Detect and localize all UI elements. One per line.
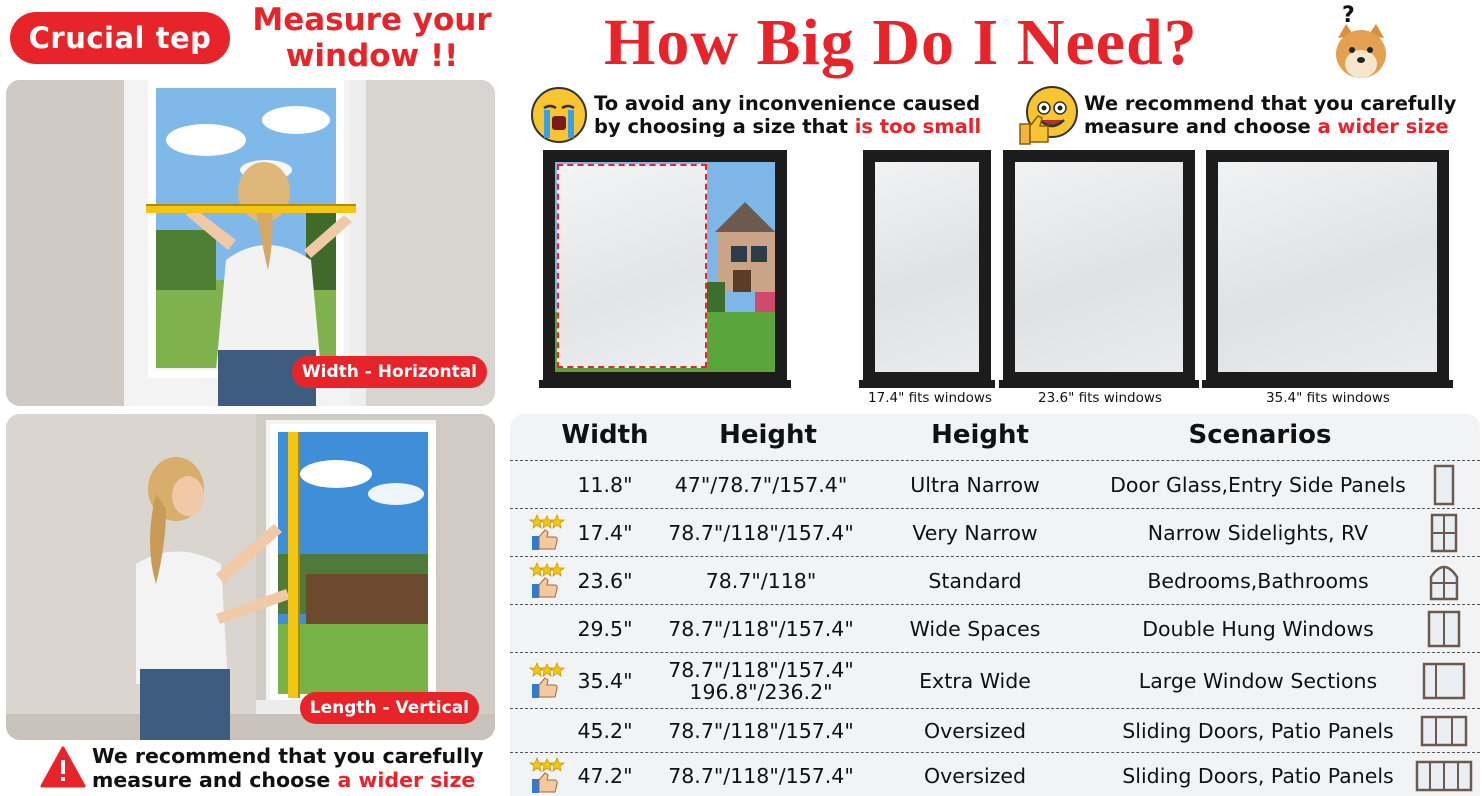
warning-line2	[92, 768, 483, 792]
photo-measure-width	[6, 80, 495, 406]
recommended-thumbs-up-icon	[529, 562, 567, 600]
frosted-pane	[1015, 162, 1183, 372]
window-35-4	[1206, 150, 1449, 384]
tip-wider-line2-text: measure and choose	[1084, 115, 1318, 138]
measure-window-title	[244, 2, 500, 74]
width-cell: 17.4"	[577, 520, 633, 545]
caption-23-6: 23.6" fits windows	[1038, 390, 1162, 406]
tip-wider-size-text	[1084, 92, 1456, 138]
width-cell: 23.6"	[577, 568, 633, 593]
window-23-6	[1003, 150, 1195, 384]
table-row	[510, 752, 1480, 796]
frosted-pane	[1218, 162, 1437, 372]
height-line1: 78.7"/118"/157.4"	[668, 657, 854, 682]
height-cell: 78.7"/118"/157.4"	[668, 616, 854, 641]
warning-icon	[40, 746, 86, 788]
size-table	[510, 414, 1480, 796]
question-mark: ?	[1342, 3, 1355, 28]
window-sill	[1202, 380, 1453, 388]
size-type-cell: Wide Spaces	[909, 616, 1041, 641]
width-cell: 11.8"	[577, 472, 633, 497]
width-cell: 29.5"	[577, 616, 633, 641]
tip-wider-size	[1018, 86, 1480, 142]
page-title: How Big Do I Need?	[604, 6, 1198, 79]
scenario-cell: Door Glass,Entry Side Panels	[1110, 472, 1406, 497]
warning-line2-highlight: a wider size	[337, 768, 476, 792]
scenario-cell: Double Hung Windows	[1142, 616, 1374, 641]
table-body	[510, 460, 1480, 796]
recommended-cell	[528, 509, 568, 556]
window-sill	[859, 380, 995, 388]
window-17-4	[863, 150, 991, 384]
table-row	[510, 460, 1480, 508]
table-row	[510, 508, 1480, 556]
recommended-thumbs-up-icon	[529, 514, 567, 552]
tip-too-small	[530, 86, 1000, 142]
scenario-cell: Bedrooms,Bathrooms	[1147, 568, 1369, 593]
double-hung-window-icon	[1414, 605, 1474, 652]
caption-35-4: 35.4" fits windows	[1266, 390, 1390, 406]
tip-too-small-line2-text: by choosing a size that	[594, 115, 855, 138]
patio-panel-icon	[1414, 753, 1474, 796]
header-scenarios: Scenarios	[1188, 420, 1332, 450]
size-type-cell: Extra Wide	[919, 668, 1031, 693]
recommended-cell	[528, 605, 568, 652]
too-small-film-window	[543, 150, 787, 384]
recommended-thumbs-up-icon	[529, 662, 567, 700]
crucial-step-badge: Crucial tep	[10, 12, 230, 64]
scenario-cell: Narrow Sidelights, RV	[1147, 520, 1369, 545]
width-horizontal-tag: Width - Horizontal	[292, 356, 487, 388]
warning-line2-text: measure and choose	[92, 768, 338, 792]
height-cell: 47"/78.7"/157.4"	[674, 472, 848, 497]
frosted-pane	[875, 162, 979, 372]
table-row	[510, 652, 1480, 708]
window-sill	[539, 380, 791, 388]
narrow-door-icon	[1414, 461, 1474, 508]
height-cell: 78.7"/118"/157.4"	[668, 520, 854, 545]
crying-emoji-icon	[530, 86, 588, 144]
tip-too-small-text	[594, 92, 981, 138]
thumbs-up-emoji-icon	[1018, 86, 1080, 146]
measure-title-line2: window !!	[285, 38, 459, 74]
header-width: Width	[561, 420, 649, 450]
scenario-cell: Large Window Sections	[1138, 668, 1378, 693]
recommended-cell	[528, 753, 568, 796]
table-row	[510, 708, 1480, 752]
header-height: Height	[719, 420, 817, 450]
height-cell: 78.7"/118"/157.4"	[668, 763, 854, 788]
tip-too-small-highlight: is too small	[854, 115, 982, 138]
scenario-cell: Sliding Doors, Patio Panels	[1122, 718, 1394, 743]
tip-wider-highlight: a wider size	[1317, 115, 1449, 138]
width-cell: 35.4"	[577, 668, 633, 693]
tip-too-small-line2	[594, 115, 981, 138]
width-cell: 45.2"	[577, 718, 633, 743]
table-header	[510, 414, 1480, 460]
measure-title-line1: Measure your	[252, 2, 492, 38]
bottom-recommendation	[40, 744, 500, 794]
tip-too-small-line1: To avoid any inconvenience caused	[594, 92, 981, 115]
photo-measure-length	[6, 414, 495, 740]
recommended-cell	[528, 653, 568, 708]
height-cell	[656, 653, 866, 708]
width-cell: 47.2"	[577, 763, 633, 788]
warning-line1: We recommend that you carefully	[92, 744, 484, 768]
sliding-door-icon	[1414, 709, 1474, 752]
table-row	[510, 556, 1480, 604]
table-row	[510, 604, 1480, 652]
sidelight-window-icon	[1414, 509, 1474, 556]
house-view-scene	[555, 162, 775, 372]
warning-text	[92, 744, 483, 792]
height-cell: 78.7"/118"	[705, 568, 817, 593]
tip-wider-line2	[1084, 115, 1456, 138]
large-window-icon	[1414, 653, 1474, 708]
header-height-type: Height	[931, 420, 1029, 450]
size-type-cell: Oversized	[923, 763, 1027, 788]
recommended-cell	[528, 461, 568, 508]
recommended-cell	[528, 557, 568, 604]
size-type-cell: Standard	[928, 568, 1022, 593]
height-cell: 78.7"/118"/157.4"	[668, 718, 854, 743]
window-sill	[999, 380, 1199, 388]
caption-17-4: 17.4" fits windows	[868, 390, 992, 406]
undersized-film-overlay	[557, 164, 707, 368]
length-vertical-tag: Length - Vertical	[300, 692, 479, 724]
tip-wider-line1: We recommend that you carefully	[1084, 92, 1457, 115]
confused-dog-icon	[1330, 2, 1392, 88]
height-line2: 196.8"/236.2"	[689, 679, 833, 704]
arched-window-icon	[1414, 557, 1474, 604]
size-type-cell: Ultra Narrow	[910, 472, 1040, 497]
recommended-cell	[528, 709, 568, 752]
scenario-cell: Sliding Doors, Patio Panels	[1122, 763, 1394, 788]
size-type-cell: Very Narrow	[912, 520, 1038, 545]
size-type-cell: Oversized	[923, 718, 1027, 743]
recommended-thumbs-up-icon	[529, 757, 567, 795]
